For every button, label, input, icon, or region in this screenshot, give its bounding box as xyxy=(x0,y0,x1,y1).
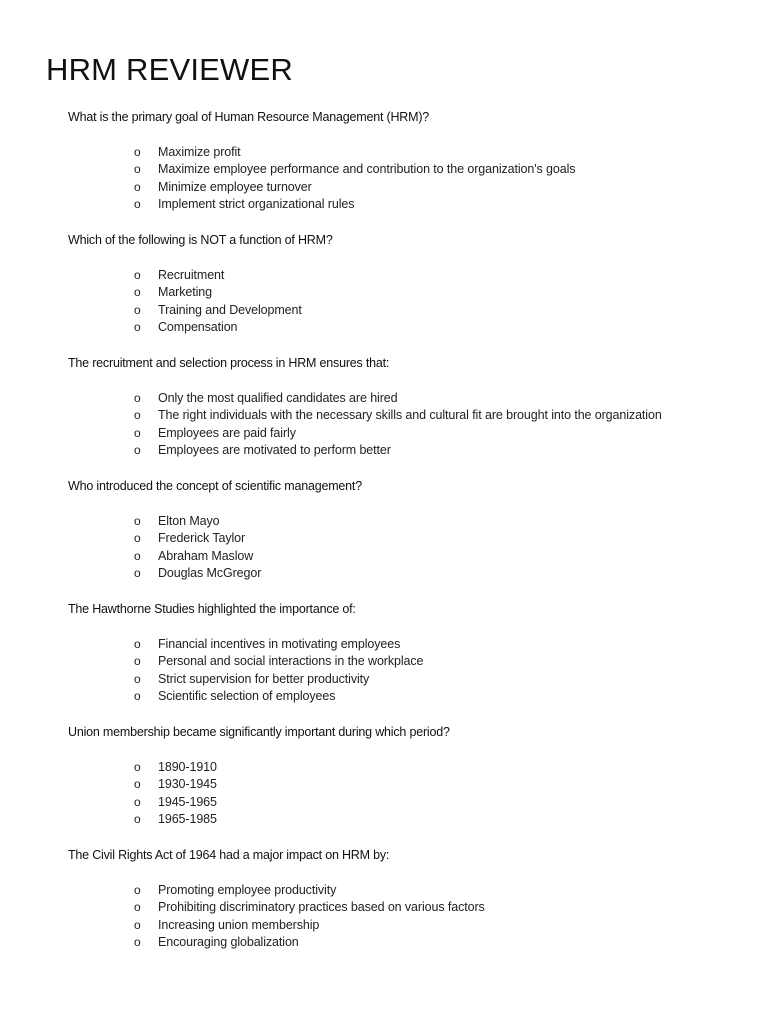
bullet-icon: o xyxy=(134,442,141,457)
bullet-icon: o xyxy=(134,934,141,949)
bullet-icon: o xyxy=(134,514,141,528)
option-text: Frederick Taylor xyxy=(158,531,246,546)
option-text: Recruitment xyxy=(158,268,225,282)
bullet-icon: o xyxy=(134,654,141,669)
option-text: 1890-1910 xyxy=(158,760,217,774)
bullet-icon: o xyxy=(134,196,141,211)
bullet-icon: o xyxy=(134,408,141,423)
option-text: Maximize profit xyxy=(158,145,241,159)
question-text: The recruitment and selection process in HRM ensures that: xyxy=(68,356,390,370)
option-text: Training and Development xyxy=(158,302,302,317)
bullet-icon: o xyxy=(134,900,141,915)
bullet-icon: o xyxy=(134,760,141,774)
question-text: What is the primary goal of Human Resource Management (HRM)? xyxy=(68,110,430,124)
option-text: 1930-1945 xyxy=(158,777,217,792)
option-text: Abraham Maslow xyxy=(158,548,254,563)
bullet-icon: o xyxy=(134,179,141,194)
question-text: The Civil Rights Act of 1964 had a major impact on HRM by: xyxy=(68,848,390,862)
bullet-icon: o xyxy=(134,145,141,159)
question-text: The Hawthorne Studies highlighted the importance of: xyxy=(68,602,356,616)
option-text: 1965-1985 xyxy=(158,811,217,826)
bullet-icon: o xyxy=(134,883,141,897)
question-text: Union membership became significantly important during which period? xyxy=(68,725,450,739)
option-text: Employees are paid fairly xyxy=(158,425,296,440)
option-text: Encouraging globalization xyxy=(158,934,299,949)
question-text: Who introduced the concept of scientific management? xyxy=(68,479,362,493)
option-text: Douglas McGregor xyxy=(158,565,262,580)
option-text: Marketing xyxy=(158,285,212,300)
option-text: Promoting employee productivity xyxy=(158,883,337,897)
option-text: Personal and social interactions in the workplace xyxy=(158,654,424,669)
option-text: Increasing union membership xyxy=(158,917,320,932)
option-text: Only the most qualified candidates are hired xyxy=(158,391,398,405)
bullet-icon: o xyxy=(134,565,141,580)
option-text: Scientific selection of employees xyxy=(158,688,336,703)
option-text: Strict supervision for better productivity xyxy=(158,671,370,686)
bullet-icon: o xyxy=(134,794,141,809)
option-text: The right individuals with the necessary skills and cultural fit are brought into the organization xyxy=(158,408,662,423)
option-text: Elton Mayo xyxy=(158,514,220,528)
bullet-icon: o xyxy=(134,425,141,440)
option-text: Implement strict organizational rules xyxy=(158,196,355,211)
option-text: Minimize employee turnover xyxy=(158,179,312,194)
bullet-icon: o xyxy=(134,777,141,792)
document-title: HRM REVIEWER xyxy=(46,52,293,87)
bullet-icon: o xyxy=(134,548,141,563)
bullet-icon: o xyxy=(134,688,141,703)
bullet-icon: o xyxy=(134,391,141,405)
bullet-icon: o xyxy=(134,637,141,651)
bullet-icon: o xyxy=(134,671,141,686)
option-text: Prohibiting discriminatory practices based on various factors xyxy=(158,900,485,915)
bullet-icon: o xyxy=(134,319,141,334)
option-text: Maximize employee performance and contribution to the organization's goals xyxy=(158,162,576,177)
question-text: Which of the following is NOT a function of HRM? xyxy=(68,233,333,247)
bullet-icon: o xyxy=(134,162,141,177)
option-text: Financial incentives in motivating employees xyxy=(158,637,401,651)
bullet-icon: o xyxy=(134,811,141,826)
bullet-icon: o xyxy=(134,285,141,300)
option-text: Employees are motivated to perform better xyxy=(158,442,391,457)
option-text: Compensation xyxy=(158,319,238,334)
bullet-icon: o xyxy=(134,917,141,932)
option-text: 1945-1965 xyxy=(158,794,217,809)
bullet-icon: o xyxy=(134,268,141,282)
bullet-icon: o xyxy=(134,531,141,546)
bullet-icon: o xyxy=(134,302,141,317)
